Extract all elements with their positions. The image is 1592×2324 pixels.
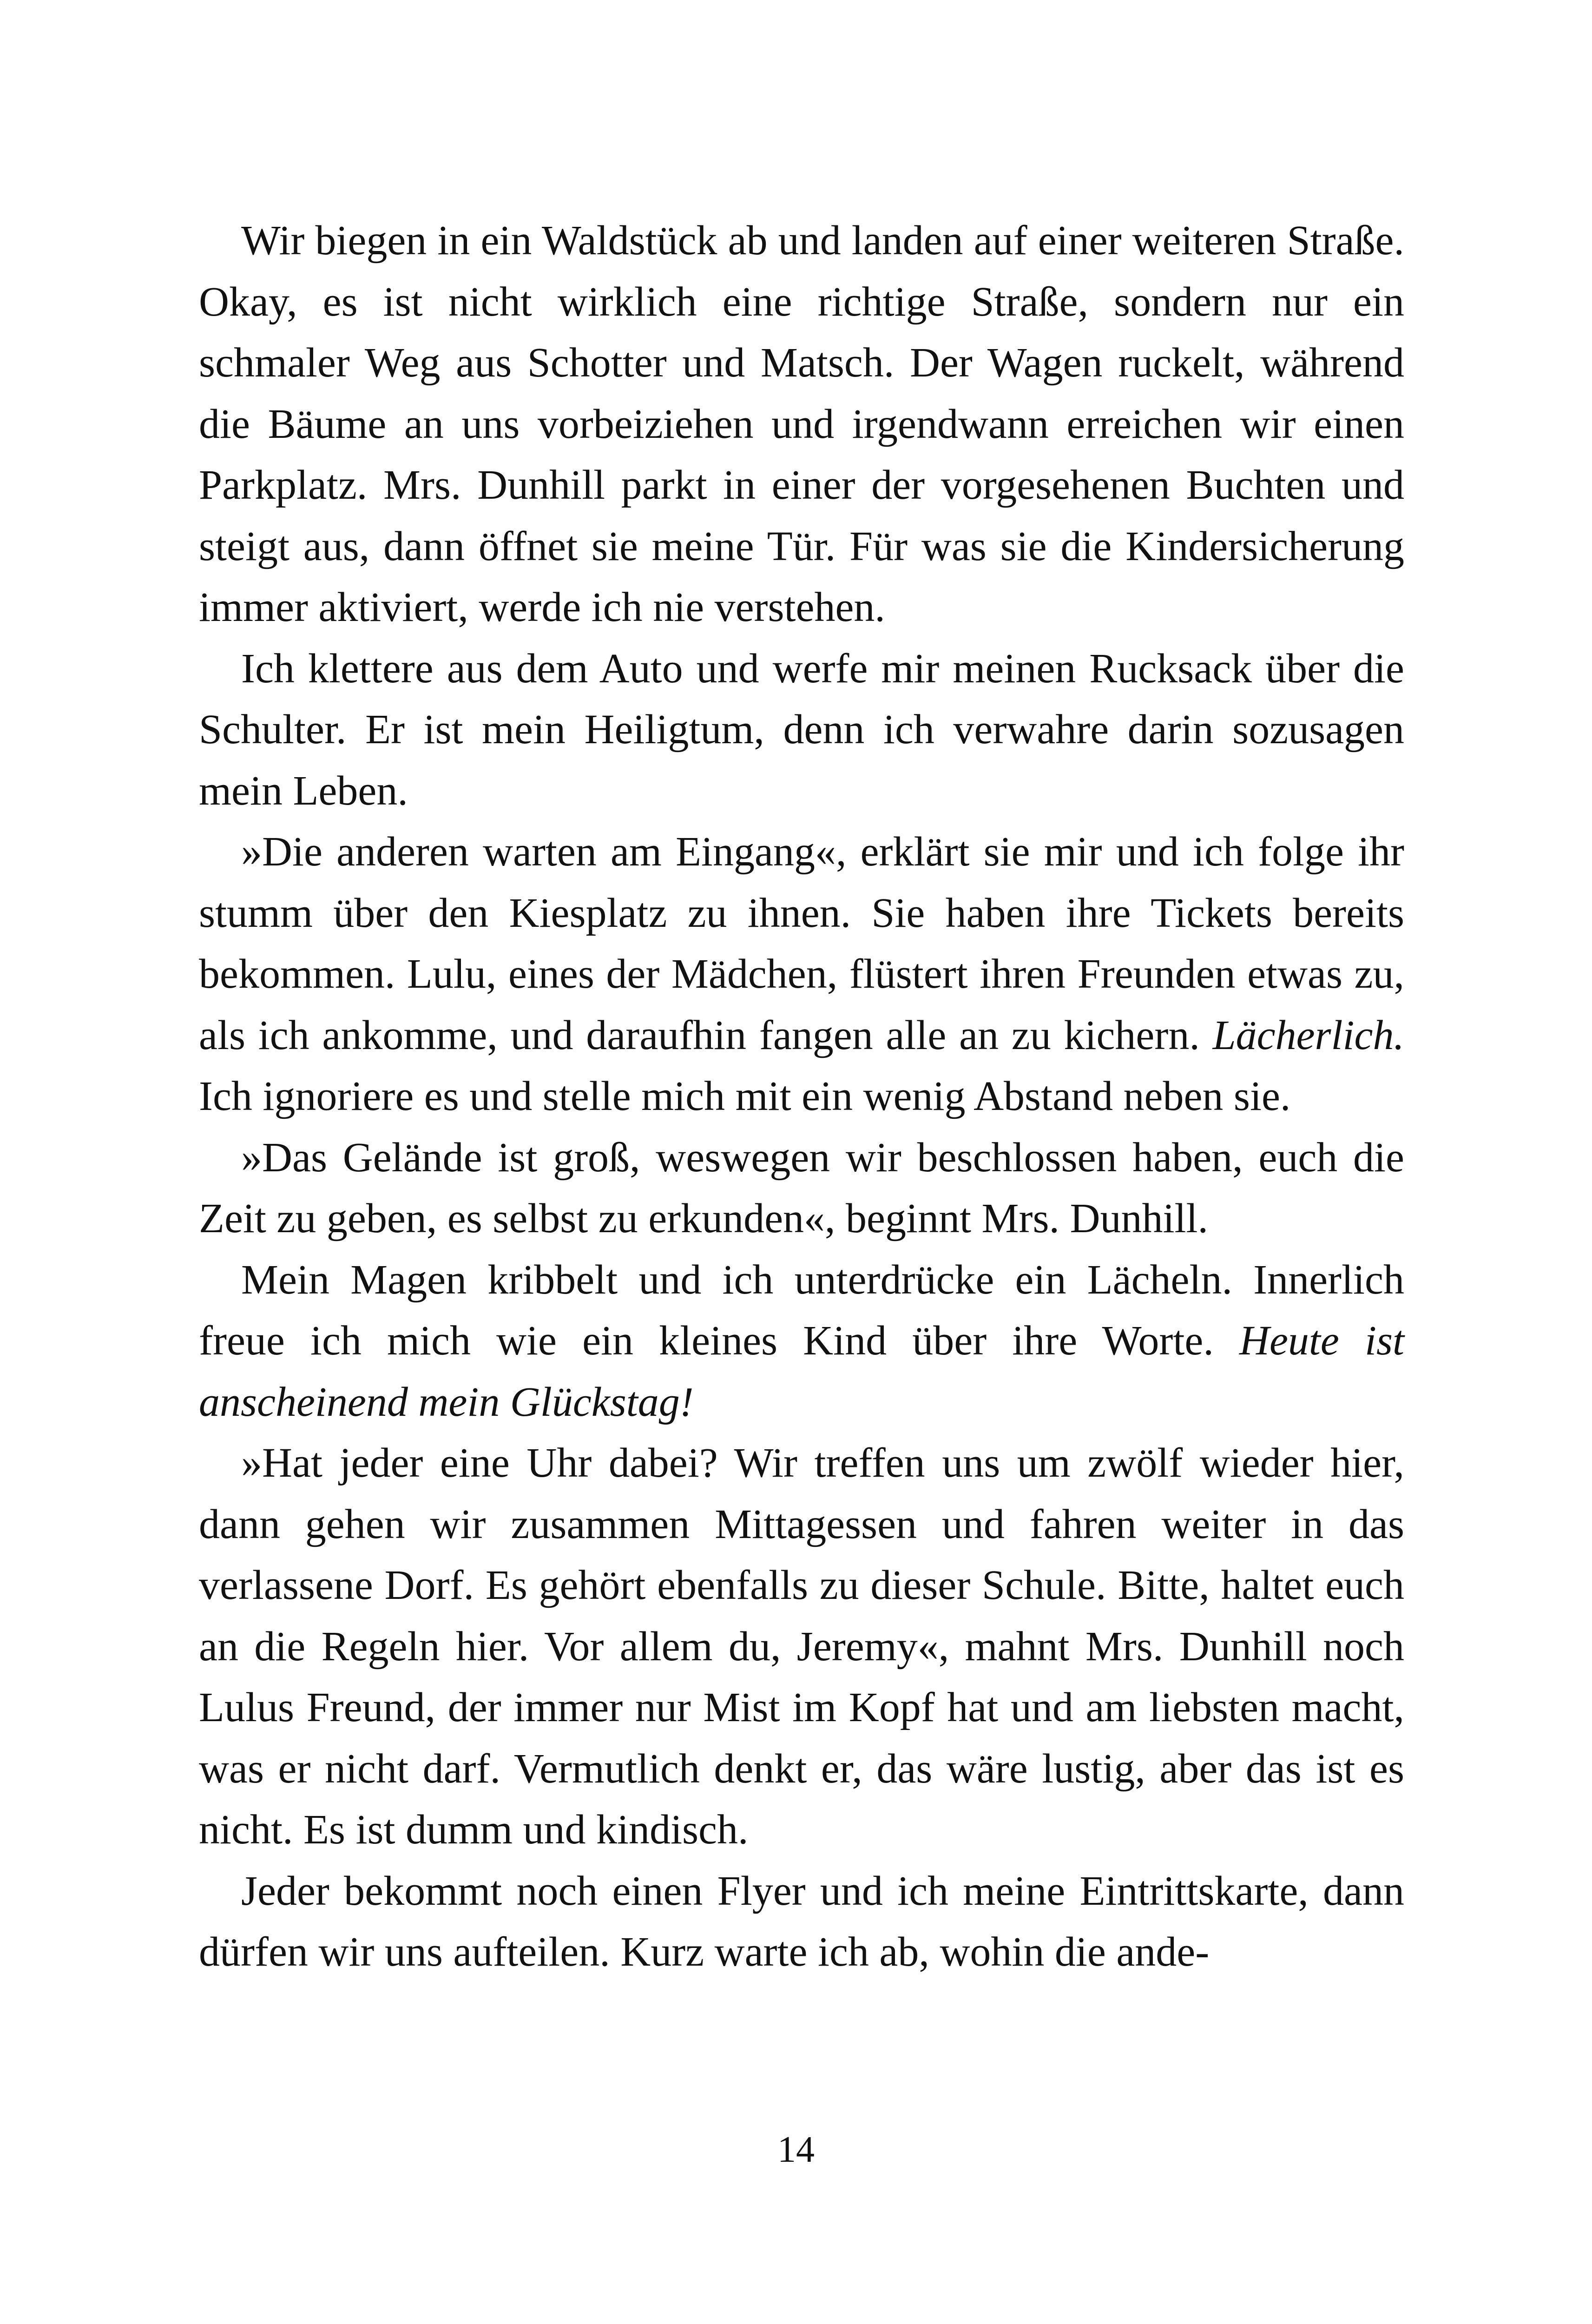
paragraph-text: Mein Magen kribbelt und ich unterdrücke ein Lächeln. Innerlich freue ich mich wie ein kleines Kind über ihre Worte.	[199, 1256, 1404, 1364]
paragraph: Ich klettere aus dem Auto und werfe mir meinen Rucksack über die Schulter. Er ist mein Heiligtum, denn ich verwahre darin sozusagen mein Leben.	[199, 645, 1404, 814]
page-number: 14	[777, 2129, 815, 2170]
paragraph: Wir biegen in ein Waldstück ab und landen auf einer weiteren Straße. Okay, es ist nicht wirklich eine richtige Straße, sondern nur ein schmaler Weg aus Schotter und Matsch. Der Wagen ruckelt, während die Bäume an uns vorbeiziehen und irgendwann erreichen wir einen Parkplatz. Mrs. Dunhill parkt in einer der vorgesehenen Buchten und steigt aus, dann öffnet sie meine Tür. Für was sie die Kindersicherung immer aktiviert, werde ich nie verstehen.	[199, 218, 1404, 630]
paragraph	[199, 1249, 1404, 1433]
paragraph: »Das Gelände ist groß, weswegen wir beschlossen haben, euch die Zeit zu geben, es selbst zu erkunden«, beginnt Mrs. Dunhill.	[199, 1134, 1404, 1241]
paragraph-text: »Die anderen warten am Eingang«, erklärt sie mir und ich folge ihr stumm über den Kiesplatz zu ihnen. Sie haben ihre Tickets bereits bekommen. Lulu, eines der Mädchen, flüstert ihren Freunden etwas zu, als ich ankomme, und daraufhin fangen alle an zu kichern.	[199, 829, 1404, 1058]
italic-text: Lächerlich.	[1212, 1012, 1404, 1058]
paragraph: Jeder bekommt noch einen Flyer und ich meine Eintrittskarte, dann dürfen wir uns aufteilen. Kurz warte ich ab, wohin die ande-	[199, 1868, 1404, 1975]
body-text	[199, 210, 1404, 1983]
italic-text: Heute ist anscheinend mein Glückstag!	[199, 1318, 1404, 1425]
paragraph-text: Ich ignoriere es und stelle mich mit ein wenig Abstand neben sie.	[199, 1073, 1291, 1119]
paragraph	[199, 821, 1404, 1127]
paragraph: »Hat jeder eine Uhr dabei? Wir treffen uns um zwölf wieder hier, dann gehen wir zusammen Mittagessen und fahren weiter in das verlassene Dorf. Es gehört ebenfalls zu dieser Schule. Bitte, haltet euch an die Regeln hier. Vor allem du, Jeremy«, mahnt Mrs. Dunhill noch Lulus Freund, der immer nur Mist im Kopf hat und am liebsten macht, was er nicht darf. Vermutlich denkt er, das wäre lustig, aber das ist es nicht. Es ist dumm und kindisch.	[199, 1440, 1404, 1853]
